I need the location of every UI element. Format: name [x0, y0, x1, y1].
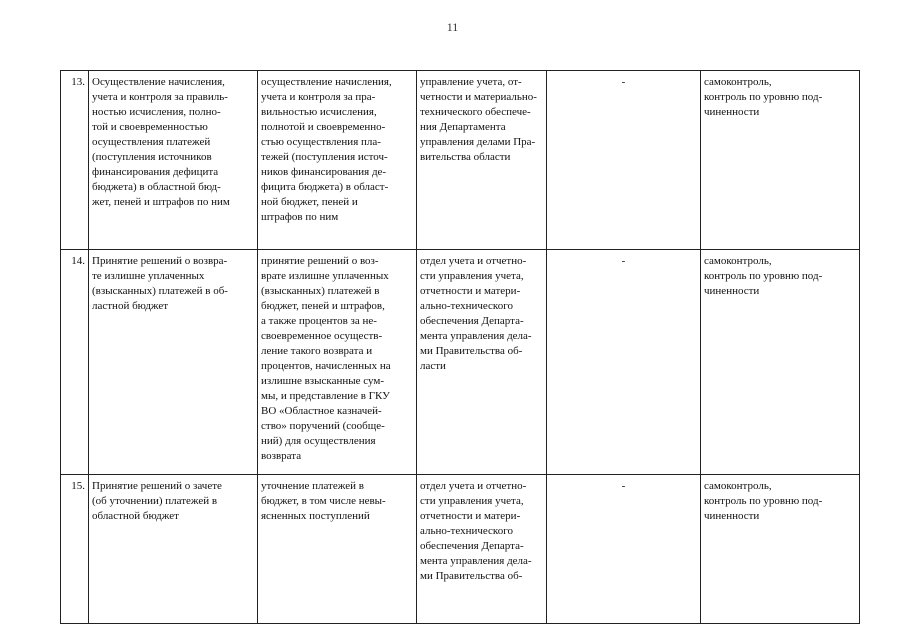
control-type-cell: [701, 71, 860, 250]
operation-description-cell: [258, 250, 417, 475]
control-type: самоконтроль, контроль по уровню под- чиненности: [704, 76, 823, 118]
procedure-name: Принятие решений о возвра- те излишне уплаченных (взысканных) платежей в об- ластной бюджет: [92, 255, 228, 312]
extra-cell: -: [547, 250, 701, 475]
responsible-department-cell: [417, 71, 547, 250]
page-number: 11: [446, 20, 459, 34]
row-number: 13.: [61, 71, 89, 250]
responsible-department-cell: [417, 250, 547, 475]
control-type: самоконтроль, контроль по уровню под- чиненности: [704, 255, 823, 297]
responsible-department-cell: [417, 475, 547, 624]
responsible-department: отдел учета и отчетно- сти управления учета, отчетности и матери- ально-технического обеспечения Департа- мента управления дела- ми Правительства об- ласти: [420, 255, 532, 372]
operation-description: принятие решений о воз- врате излишне уплаченных (взысканных) платежей в бюджет, пеней и штрафов, а также процентов за не- своевременное осуществ- ление такого возврата и процентов, начисленных на излишне взысканные сум- мы, и представление в ГКУ ВО «Областное казначей- ство» поручений (сообще- ний) для осуществления возврата: [261, 255, 391, 462]
table-row: [61, 250, 860, 475]
control-type-cell: [701, 250, 860, 475]
operation-description: осуществление начисления, учета и контроля за пра- вильностью исчисления, полнотой и своевременно- стью осуществления пла- тежей (поступления источ- ников финансирования де- фицита бюджета) в област- ной бюджет, пеней и штрафов по ним: [261, 76, 392, 223]
operation-description: уточнение платежей в бюджет, в том числе невы- ясненных поступлений: [261, 480, 386, 522]
row-number: 15.: [61, 475, 89, 624]
procedure-name-cell: [89, 475, 258, 624]
table-row: [61, 71, 860, 250]
row-number: 14.: [61, 250, 89, 475]
extra-cell: -: [547, 71, 701, 250]
procedures-table: [60, 70, 860, 624]
operation-description-cell: [258, 475, 417, 624]
procedure-name: Принятие решений о зачете (об уточнении) платежей в областной бюджет: [92, 480, 222, 522]
procedure-name: Осуществление начисления, учета и контроля за правиль- ностью исчисления, полно- той и своевременностью осуществления платежей (поступления источников финансирования дефицита бюджета) в областной бюд- жет, пеней и штрафов по ним: [92, 76, 230, 208]
procedure-name-cell: [89, 71, 258, 250]
extra-cell: -: [547, 475, 701, 624]
responsible-department: отдел учета и отчетно- сти управления учета, отчетности и матери- ально-технического обеспечения Департа- мента управления дела- ми Правительства об-: [420, 480, 532, 582]
table-row: [61, 475, 860, 624]
control-type: самоконтроль, контроль по уровню под- чиненности: [704, 480, 823, 522]
procedure-name-cell: [89, 250, 258, 475]
responsible-department: управление учета, от- четности и материально- технического обеспече- ния Департамента управления делами Пра- вительства области: [420, 76, 537, 163]
operation-description-cell: [258, 71, 417, 250]
control-type-cell: [701, 475, 860, 624]
